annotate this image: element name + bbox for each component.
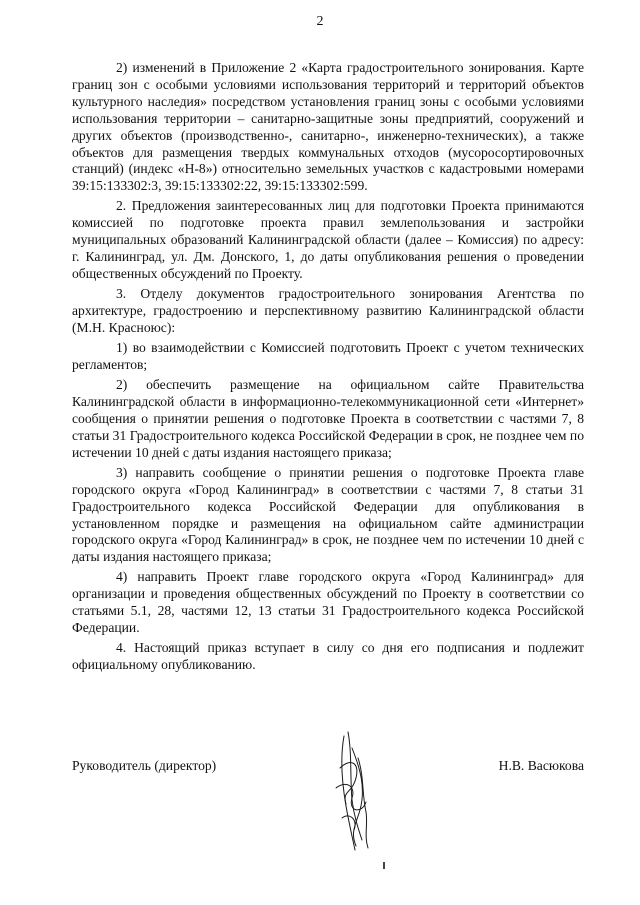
signatory-name: Н.В. Васюкова (498, 758, 584, 773)
page-number: 2 (316, 14, 324, 29)
paragraph-department-instructions: 3. Отделу документов градостроительного зонирования Агентства по архитектуре, градостроению и перспективному развитию Калининградской области (М.Н. Красноюс): (72, 286, 584, 335)
paragraph-proposals: 2. Предложения заинтересованных лиц для подготовки Проекта принимаются комиссией по подготовке проекта правил землепользования и застройки муниципальных образований Калининградской области (далее – Комиссия) по адресу: г. Калининград, ул. Дм. Донского, 1, до даты опубликования решения о проведении общественных обсуждений по Проекту. (72, 198, 584, 282)
handwritten-signature-icon (322, 728, 386, 858)
paragraph-item-3: 3) направить сообщение о принятии решения о подготовке Проекта главе городского округа «Город Калининград» в соответствии с частями 7, 8 статьи 31 Градостроительного кодекса Российской Федерации для опубликования в установленном порядке и размещения на официальном сайте администрации городского округа «Город Калининград» в срок, не позднее чем по истечении 10 дней с даты издания настоящего приказа; (72, 464, 584, 565)
paragraph-item-1: 1) во взаимодействии с Комиссией подготовить Проект с учетом технических регламентов; (72, 340, 584, 372)
paragraph-item-4: 4) направить Проект главе городского округа «Город Калининград» для организации и проведения общественных обсуждений по Проекту в соответствии со статьями 5.1, 28, частями 12, 13 статьи 31 Градостроительного кодекса Российской Федерации. (72, 569, 584, 636)
signatory-title: Руководитель (директор) (72, 758, 217, 773)
paragraph-change-appendix-2: 2) изменений в Приложение 2 «Карта градостроительного зонирования. Карте границ зон с особыми условиями использования территорий и территорий объектов культурного наследия» посредством установления границ зоны с особыми условиями использования территории – санитарно-защитные зоны предприятий, сооружений и других объектов (производственно-, санитарно-, инженерно-технических), а также объектов для размещения твердых коммунальных отходов (мусоросортировочных станций) (индекс «Н-8») относительно земельных участков с кадастровыми номерами 39:15:133302:3, 39:15:133302:22, 39:15:133302:599. (72, 60, 584, 194)
scan-artifact (383, 862, 385, 869)
document-body (72, 60, 584, 677)
paragraph-item-2: 2) обеспечить размещение на официальном сайте Правительства Калининградской области в информационно-телекоммуникационной сети «Интернет» сообщения о принятии решения о подготовке Проекта в соответствии с частями 7, 8 статьи 31 Градостроительного кодекса Российской Федерации в срок, не позднее чем по истечении 10 дней с даты издания настоящего приказа; (72, 377, 584, 460)
paragraph-effective-date: 4. Настоящий приказ вступает в силу со дня его подписания и подлежит официальному опубликованию. (72, 640, 584, 673)
